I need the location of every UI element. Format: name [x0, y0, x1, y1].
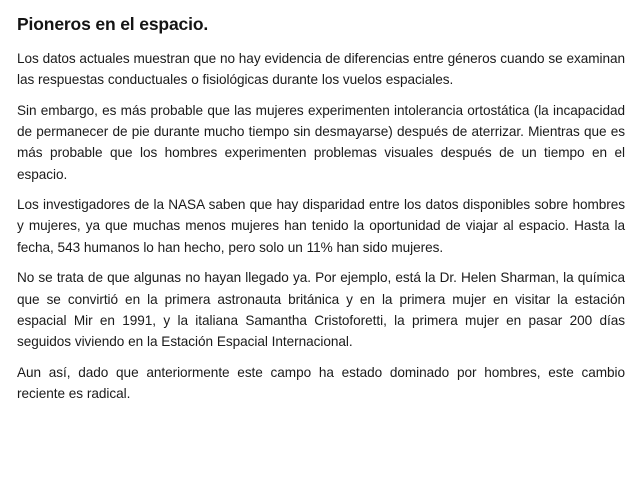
body-paragraph-2: Sin embargo, es más probable que las mujeres experimenten intolerancia ortostática (la incapacidad de permanecer de pie durante mucho tiempo sin desmayarse) después de aterrizar. Mientras que es más probable que los hombres experimenten problemas visuales después de un tiempo en el espacio.: [17, 102, 625, 182]
body-paragraph-5: Aun así, dado que anteriormente este campo ha estado dominado por hombres, este cambio reciente es radical.: [17, 364, 625, 401]
body-paragraph-3: Los investigadores de la NASA saben que hay disparidad entre los datos disponibles sobre hombres y mujeres, ya que muchas menos mujeres han tenido la oportunidad de viajar al espacio. Hasta la fecha, 543 humanos lo han hecho, pero solo un 11% han sido mujeres.: [17, 197, 625, 255]
body-paragraph-4: No se trata de que algunas no hayan llegado ya. Por ejemplo, está la Dr. Helen Sharman, la química que se convirtió en la primera astronauta británica y en la primera mujer en visitar la estación espacial Mir en 1991, y la italiana Samantha Cristoforetti, la primera mujer en pasar 200 días seguidos viviendo en la Estación Espacial Internacional.: [17, 270, 625, 349]
body-paragraph-1: Los datos actuales muestran que no hay evidencia de diferencias entre géneros cuando se examinan las respuestas conductuales o fisiológicas durante los vuelos espaciales.: [17, 51, 625, 88]
page-title: Pioneros en el espacio.: [17, 14, 209, 34]
